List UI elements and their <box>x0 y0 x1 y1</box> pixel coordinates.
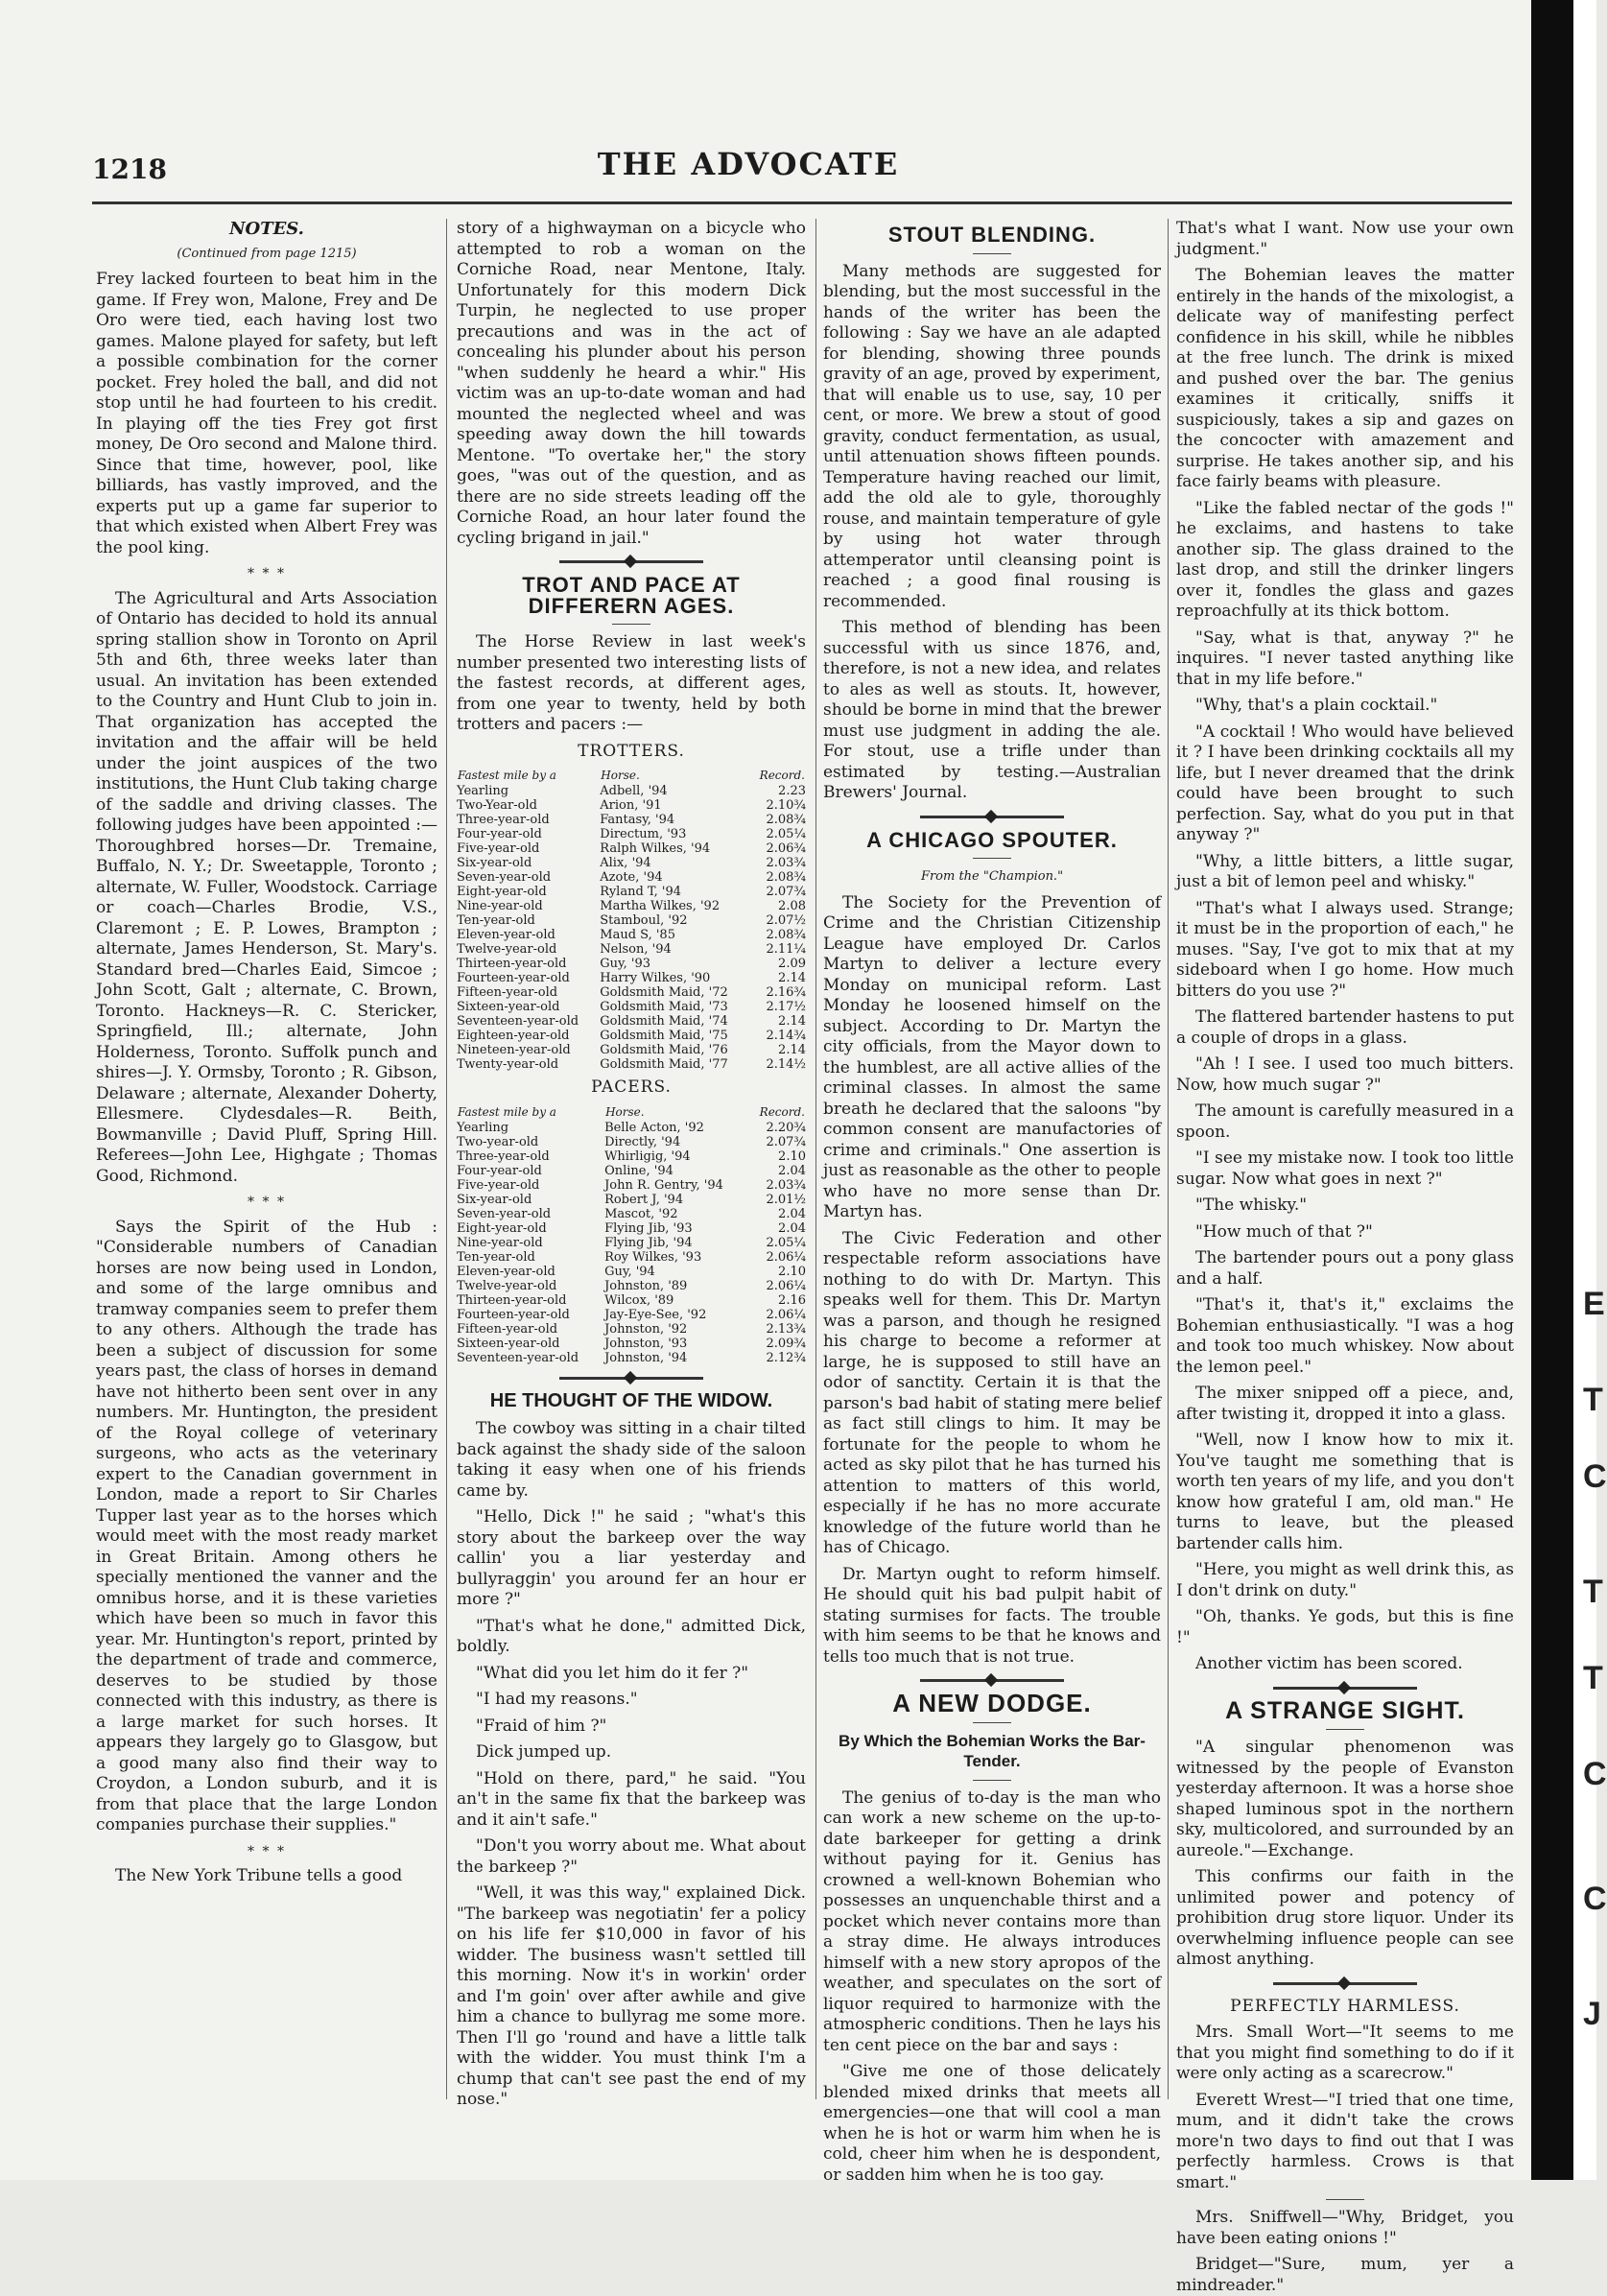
horse-cell: Jay-Eye-See, '92 <box>604 1307 707 1322</box>
horse-cell: Johnston, '92 <box>604 1321 688 1337</box>
edge-glyph: E <box>1583 1286 1605 1322</box>
record-cell: 2.05¼ <box>766 1235 806 1250</box>
age-cell: Four-year-old <box>457 827 542 841</box>
age-cell: Fifteen-year-old <box>457 985 558 1000</box>
horse-cell: Martha Wilkes, '92 <box>600 899 721 913</box>
article-title: TROT AND PACE AT DIFFERERN AGES. <box>522 573 741 618</box>
age-cell: Nineteen-year-old <box>457 1043 571 1057</box>
article-paragraph: Mrs. Sniffwell—"Why, Bridget, you have been eating onions !" <box>1176 2208 1514 2248</box>
age-cell: Three-year-old <box>457 813 550 827</box>
table-header: Fastest mile by a <box>458 769 556 782</box>
edge-glyph: J <box>1583 1996 1601 2032</box>
horse-cell: Ryland T, '94 <box>600 885 682 899</box>
table-row <box>457 1221 806 1236</box>
record-cell: 2.08¾ <box>766 870 806 885</box>
age-cell: Twelve-year-old <box>457 1278 557 1293</box>
section-stars: * * * <box>248 566 286 581</box>
horse-cell: Belle Acton, '92 <box>604 1120 704 1135</box>
record-cell: 2.04 <box>778 1220 806 1236</box>
record-cell: 2.01½ <box>766 1192 806 1207</box>
table-row <box>457 1207 806 1221</box>
table-row <box>457 1014 806 1029</box>
table-header: Horse. <box>601 769 640 782</box>
horse-cell: Goldsmith Maid, '76 <box>600 1043 728 1057</box>
age-cell: Twelve-year-old <box>457 942 557 957</box>
table-row <box>457 1029 806 1043</box>
section-ornament <box>559 560 703 563</box>
table-header: Record. <box>759 1104 805 1119</box>
article-paragraph: "That's what I always used. Strange; it must be in the proportion of each," he muses. "Say, I've got to mix that at my sideboard when I go home. How much bitters do you use ?" <box>1176 898 1514 1001</box>
article-paragraph: story of a highwayman on a bicycle who attempted to rob a woman on the Corniche Road, near Mentone, Italy. Unfortunately for this modern Dick Turpin, he neglected to use proper precautions and was in the act of concealing his plunder about his person "when suddenly he heard a whir." His victim was an up-to-date woman and had mounted the neglected wheel and was speeding away down the hill towards Mentone. "To overtake her," the story goes, "was out of the question, and as there are no side streets leading off the Corniche Road, an hour later found the cycling brigand in jail." <box>457 219 806 548</box>
page-number: 1218 <box>92 154 167 185</box>
article-paragraph: This method of blending has been successful with us since 1876, and, therefore, is not a new idea, and relates to ales as well as stouts. It, however, should be borne in mind that the brewer must use judgment in adding the ale. For stout, use a trifle under than estimated by testing.—Australian Brewers' Journal. <box>823 618 1161 802</box>
article-paragraph: The Bohemian leaves the matter entirely in the hands of the mixologist, a delicate way of manifesting perfect confidence in his skill, while he nibbles at the free lunch. The drink is mixed and pushed over the bar. The genius examines it critically, sniffs it suspiciously, takes a sip and gazes on the concocter with amazement and surprise. He takes another sip, and his face fairly beams with pleasure. <box>1176 266 1514 491</box>
masthead-title: THE ADVOCATE <box>597 146 900 182</box>
table-row <box>457 971 806 985</box>
table-row <box>457 985 806 1000</box>
pacers-heading: PACERS. <box>591 1077 672 1097</box>
record-cell: 2.06¼ <box>766 1249 806 1265</box>
article-paragraph: The flattered bartender hastens to put a couple of drops in a glass. <box>1176 1007 1514 1048</box>
article-paragraph: Many methods are suggested for blending, but the most successful in the hands of the writer has been the following : Say we have an ale adapted for blending, showing three pounds gravity of an age, proved by experiment, that will enable us to use, say, 10 per cent, or more. We brew a stout of good gravity, conduct fermentation, as usual, until attenuation shows fifteen pounds. Temperature having reached our limit, add the old ale to gyle, thoroughly rouse, and maintain temperature of gyle by using hot water through attemperator until cleansing point is reached ; a good final rousing is recommended. <box>823 261 1161 611</box>
title-dash <box>1326 2199 1364 2200</box>
record-cell: 2.14 <box>778 971 806 985</box>
record-cell: 2.07¾ <box>766 1134 806 1149</box>
table-header: Horse. <box>605 1104 645 1119</box>
table-row <box>457 913 806 928</box>
record-cell: 2.16 <box>778 1292 806 1308</box>
record-cell: 2.14 <box>778 1043 806 1057</box>
table-row <box>457 957 806 971</box>
horse-cell: Flying Jib, '94 <box>604 1235 693 1250</box>
age-cell: Fourteen-year-old <box>457 971 570 985</box>
article-paragraph: The Horse Review in last week's number presented two interesting lists of the fastest records, at different ages, from one year to twenty, held by both trotters and pacers :— <box>457 632 806 734</box>
horse-cell: Flying Jib, '93 <box>604 1220 693 1236</box>
horse-cell: Guy, '94 <box>604 1264 655 1279</box>
horse-cell: Azote, '94 <box>600 870 663 885</box>
section-stars: * * * <box>248 1843 286 1859</box>
record-cell: 2.16¾ <box>766 985 806 1000</box>
header-rule <box>92 201 1512 204</box>
record-cell: 2.10 <box>778 1148 806 1164</box>
title-dash <box>973 253 1011 254</box>
article-title: STOUT BLENDING. <box>887 223 1097 247</box>
horse-cell: Wilcox, '89 <box>604 1292 674 1308</box>
age-cell: Four-year-old <box>457 1163 542 1178</box>
table-row <box>457 942 806 957</box>
horse-cell: Online, '94 <box>604 1163 674 1178</box>
table-row <box>457 899 806 913</box>
article-paragraph: The Society for the Prevention of Crime and the Christian Citizenship League have employed Dr. Carlos Martyn to deliver a lecture every Monday on municipal reform. Last Monday he loosened himself on the subject. According to Dr. Martyn the city officials, from the Mayor down to the humblest, are all active allies of the criminal classes. In almost the same breath he declared that the saloons "by common consent are manufactories of crime and criminals." One assertion is just as reasonable as the other to people who have no more sense than Dr. Martyn has. <box>823 892 1161 1221</box>
record-cell: 2.08 <box>778 899 806 913</box>
record-cell: 2.04 <box>778 1206 806 1221</box>
record-cell: 2.14½ <box>766 1057 806 1072</box>
edge-glyph: T <box>1583 1574 1603 1610</box>
age-cell: Eight-year-old <box>457 885 547 899</box>
horse-cell: Harry Wilkes, '90 <box>600 971 711 985</box>
article-paragraph: "Hold on there, pard," he said. "You an't in the same fix that the barkeep was and it ain't safe." <box>457 1768 806 1830</box>
notes-paragraph: Frey lacked fourteen to beat him in the game. If Frey won, Malone, Frey and De Oro were tied, each having lost two games. Malone played for safety, but left a possible combination for the corner pocket. Frey holed the ball, and did not stop until he had fourteen to his credit. In playing off the ties Frey got first money, De Oro second and Malone third. Since that time, however, pool, like billiards, has vastly improved, and the experts put up a game far superior to that which existed when Albert Frey was the pool king. <box>96 270 437 557</box>
table-row <box>457 1293 806 1308</box>
record-cell: 2.10¾ <box>766 798 806 813</box>
horse-cell: Guy, '93 <box>600 957 651 971</box>
article-paragraph: "Say, what is that, anyway ?" he inquires. "I never tasted anything like that in my life before." <box>1176 627 1514 689</box>
title-dash <box>973 1722 1011 1723</box>
record-cell: 2.03¾ <box>766 1177 806 1193</box>
notes-paragraph: The New York Tribune tells a good <box>115 1866 403 1885</box>
record-cell: 2.09 <box>778 957 806 971</box>
table-row <box>457 1236 806 1250</box>
horse-cell: Mascot, '92 <box>604 1206 678 1221</box>
table-row <box>457 1308 806 1322</box>
table-row <box>457 1057 806 1072</box>
record-cell: 2.04 <box>778 1163 806 1178</box>
column-2 <box>457 219 806 2176</box>
section-stars: * * * <box>248 1195 286 1210</box>
age-cell: Seven-year-old <box>457 870 552 885</box>
article-paragraph: "Like the fabled nectar of the gods !" he exclaims, and hastens to take another sip. The glass drained to the last drop, and still the drinker lingers over it, fondles the glass and gazes reproachfully at its thick bottom. <box>1176 498 1514 621</box>
table-row <box>457 1193 806 1207</box>
article-title: PERFECTLY HARMLESS. <box>1230 1996 1460 2016</box>
article-paragraph: "That's it, that's it," exclaims the Bohemian enthusiastically. "I was a hog and took too much whiskey. Now about the lemon peel." <box>1176 1295 1514 1377</box>
article-paragraph: This confirms our faith in the unlimited power and potency of prohibition drug store liquor. Under its overwhelming influence people can see almost anything. <box>1176 1867 1514 1969</box>
table-row <box>457 1149 806 1164</box>
horse-cell: Maud S, '85 <box>600 928 675 942</box>
age-cell: Twenty-year-old <box>457 1057 559 1072</box>
article-subtitle: By Which the Bohemian Works the Bar-Tender. <box>839 1731 1146 1770</box>
article-title: A NEW DODGE. <box>892 1689 1092 1717</box>
record-cell: 2.08¾ <box>766 928 806 942</box>
column-4 <box>1176 219 1514 2295</box>
article-paragraph: "The whisky." <box>1195 1195 1308 1215</box>
horse-cell: Goldsmith Maid, '73 <box>600 1000 728 1014</box>
horse-cell: Whirligig, '94 <box>604 1148 691 1164</box>
age-cell: Eighteen-year-old <box>457 1029 570 1043</box>
column-divider <box>1168 219 1169 2099</box>
age-cell: Thirteen-year-old <box>457 957 567 971</box>
notes-title: NOTES. <box>229 219 304 239</box>
horse-cell: Directly, '94 <box>604 1134 681 1149</box>
horse-cell: Johnston, '94 <box>604 1350 688 1365</box>
age-cell: Sixteen-year-old <box>457 1000 560 1014</box>
horse-cell: Stamboul, '92 <box>600 913 688 928</box>
notes-paragraph: Says the Spirit of the Hub : "Considerable numbers of Canadian horses are now being used in London, and some of the large omnibus and tramway companies seem to prefer them to any others. Although the trade has been a subject of discussion for some years past, the class of horses in demand have not hitherto been sent over in any numbers. Mr. Huntington, the president of the Royal college of veterinary surgeons, who acts as the veterinary expert to the Canadian government in London, made a report to Sir Charles Tupper last year as to the horses which would meet with the most ready market in Great Britain. Among others he specially mentioned the vanner and the omnibus horse, and it is these varieties which have been so much in favor this year. Mr. Huntington's report, printed by the department of trade and commerce, deserves to be studied by those connected with this industry, as there is a large market for such horses. It appears they largely go to Glasgow, but a good many also find their way to Croydon, a London suburb, and it is from that place that the large London companies purchase their supplies." <box>96 1217 437 1834</box>
table-row <box>457 1337 806 1351</box>
horse-cell: John R. Gentry, '94 <box>604 1177 723 1193</box>
table-row <box>457 1164 806 1178</box>
record-cell: 2.06¼ <box>766 1307 806 1322</box>
edge-glyph: C <box>1583 1881 1607 1917</box>
record-cell: 2.06¼ <box>766 1278 806 1293</box>
age-cell: Nine-year-old <box>457 1235 543 1250</box>
record-cell: 2.14 <box>778 1014 806 1029</box>
section-ornament <box>920 1679 1064 1682</box>
record-cell: 2.03¾ <box>766 856 806 870</box>
record-cell: 2.07½ <box>766 913 806 928</box>
table-row <box>457 1250 806 1265</box>
record-cell: 2.13¾ <box>766 1321 806 1337</box>
table-row <box>457 784 806 798</box>
section-ornament <box>1273 1687 1417 1690</box>
column-divider <box>446 219 447 2099</box>
column-divider <box>815 219 816 2099</box>
article-paragraph: Mrs. Small Wort—"It seems to me that you might find something to do if it were only acting as a scarecrow." <box>1176 2023 1514 2083</box>
age-cell: Sixteen-year-old <box>457 1336 560 1351</box>
article-paragraph: The genius of to-day is the man who can work a new scheme on the up-to-date barkeeper for getting a drink without paying for it. Genius has crowned a well-known Bohemian who possesses an unquenchable thirst and a pocket which never contains more than a stray dime. He always introduces himself with a new story apropos of the weather, and speculates on the sort of liquor required to harmonize with the atmospheric conditions. Then he lays his ten cent piece on the bar and says : <box>823 1787 1161 2055</box>
section-ornament <box>1273 1982 1417 1985</box>
article-paragraph: "What did you let him do it fer ?" <box>476 1663 749 1683</box>
record-cell: 2.09¾ <box>766 1336 806 1351</box>
table-row <box>457 885 806 899</box>
horse-cell: Adbell, '94 <box>600 784 668 798</box>
table-row <box>457 928 806 942</box>
article-paragraph: "Well, it was this way," explained Dick. "The barkeep was negotiatin' fer a policy on his life fer $10,000 in favor of his widder. The business wasn't settled till this morning. Now it's in workin' order and I'm goin' over after awhile and give him a chance to bullyrag me some more. Then I'll go 'round and have a little talk with the widder. You must think I'm a chump that can't see past the end of my nose." <box>457 1883 806 2109</box>
title-dash <box>973 1780 1011 1781</box>
table-row <box>457 827 806 841</box>
horse-cell: Robert J, '94 <box>604 1192 684 1207</box>
article-paragraph: Another victim has been scored. <box>1195 1654 1463 1673</box>
table-row <box>457 813 806 827</box>
notes-continued: (Continued from page 1215) <box>177 246 357 261</box>
table-row <box>457 841 806 856</box>
age-cell: Five-year-old <box>457 841 540 856</box>
table-row <box>457 1043 806 1057</box>
table-header: Fastest mile by a <box>458 1104 556 1119</box>
record-cell: 2.10 <box>778 1264 806 1279</box>
table-row <box>457 1121 806 1135</box>
age-cell: Seven-year-old <box>457 1206 552 1221</box>
article-paragraph: "Here, you might as well drink this, as I don't drink on duty." <box>1176 1560 1514 1600</box>
horse-cell: Johnston, '93 <box>604 1336 688 1351</box>
age-cell: Fifteen-year-old <box>457 1321 558 1337</box>
record-cell: 2.07¾ <box>766 885 806 899</box>
article-paragraph: "A cocktail ! Who would have believed it ? I have been drinking cocktails all my life, but I never dreamed that the drink could have been brought to such perfection. Say, what do you put in that anyway ?" <box>1176 722 1514 844</box>
article-paragraph: The Civic Federation and other respectable reform associations have nothing to do with Dr. Martyn. This speaks well for them. This Dr. Martyn was a parson, and though he resigned his charge to become a reformer at large, he is supposed to still have an odor of sanctity. Certain it is that the parson's bad habit of stating mere belief as fact still clings to him. It may be fortunate for the people to whom he acted as sky pilot that he has turned his attention to matters of this world, especially if he has no more accurate knowledge of the future world than he has of Chicago. <box>823 1228 1161 1557</box>
adjacent-page-strip <box>1573 0 1596 2180</box>
horse-cell: Goldsmith Maid, '77 <box>600 1057 728 1072</box>
article-paragraph: "Hello, Dick !" he said ; "what's this story about the barkeep over the way callin' you a liar yesterday and bullyraggin' you around fer an hour er more ?" <box>457 1507 806 1609</box>
table-row <box>457 1265 806 1279</box>
horse-cell: Arion, '91 <box>600 798 662 813</box>
edge-glyph: T <box>1583 1660 1603 1696</box>
table-row <box>457 870 806 885</box>
age-cell: Fourteen-year-old <box>457 1307 570 1322</box>
record-cell: 2.23 <box>778 784 806 798</box>
edge-glyph: C <box>1583 1756 1607 1792</box>
article-paragraph: The amount is carefully measured in a spoon. <box>1176 1101 1514 1142</box>
age-cell: Ten-year-old <box>457 913 535 928</box>
age-cell: Nine-year-old <box>457 899 543 913</box>
trotters-table <box>457 768 806 1072</box>
age-cell: Eight-year-old <box>457 1220 547 1236</box>
article-paragraph: "I see my mistake now. I took too little sugar. Now what goes in next ?" <box>1176 1148 1514 1189</box>
article-paragraph: "I had my reasons." <box>476 1690 638 1709</box>
table-row <box>457 1135 806 1149</box>
column-3 <box>823 219 1161 2185</box>
article-title: A CHICAGO SPOUTER. <box>866 827 1118 852</box>
record-cell: 2.12¾ <box>766 1350 806 1365</box>
article-title: HE THOUGHT OF THE WIDOW. <box>489 1389 773 1411</box>
age-cell: Eleven-year-old <box>457 928 555 942</box>
article-paragraph: Everett Wrest—"I tried that one time, mum, and it didn't take the crows more'n two days to find out that I was perfectly harmless. Crows is that smart." <box>1176 2090 1514 2192</box>
edge-glyph: T <box>1583 1382 1603 1418</box>
article-paragraph: The cowboy was sitting in a chair tilted back against the shady side of the saloon taking it easy when one of his friends came by. <box>457 1419 806 1501</box>
section-ornament <box>920 816 1064 818</box>
article-paragraph: The mixer snipped off a piece, and, after twisting it, dropped it into a glass. <box>1176 1384 1514 1424</box>
horse-cell: Goldsmith Maid, '72 <box>600 985 728 1000</box>
table-row <box>457 1322 806 1337</box>
title-dash <box>612 624 650 625</box>
horse-cell: Alix, '94 <box>600 856 651 870</box>
table-row <box>457 1000 806 1014</box>
record-cell: 2.08¾ <box>766 813 806 827</box>
table-row <box>457 1178 806 1193</box>
age-cell: Yearling <box>457 1120 509 1135</box>
title-dash <box>973 858 1011 859</box>
age-cell: Seventeen-year-old <box>457 1014 579 1029</box>
article-paragraph: "Oh, thanks. Ye gods, but this is fine !" <box>1176 1607 1514 1647</box>
table-row <box>457 798 806 813</box>
article-title: A STRANGE SIGHT. <box>1225 1696 1465 1724</box>
age-cell: Six-year-old <box>457 1192 532 1207</box>
table-header: Record. <box>759 769 805 782</box>
age-cell: Thirteen-year-old <box>457 1292 567 1308</box>
article-paragraph: "Fraid of him ?" <box>476 1716 607 1736</box>
age-cell: Five-year-old <box>457 1177 540 1193</box>
age-cell: Two-year-old <box>457 1134 539 1149</box>
horse-cell: Nelson, '94 <box>600 942 672 957</box>
article-paragraph: "Give me one of those delicately blended mixed drinks that meets all emergencies—one that will cool a man when he is hot or warm him when he is cold, cheer him when he is despondent, or sadden him when he is too gay. <box>823 2062 1161 2185</box>
horse-cell: Fantasy, '94 <box>600 813 675 827</box>
notes-paragraph: The Agricultural and Arts Association of Ontario has decided to hold its annual spring stallion show in Toronto on April 5th and 6th, three weeks later than usual. An invitation has been extended to the Country and Hunt Club to join in. That organization has accepted the invitation and the affair will be held under the joint auspices of the two institutions, the Hunt Club taking charge of the saddle and driving classes. The following judges have been appointed :—Thoroughbred horses—Dr. Tremaine, Buffalo, N. Y.; Dr. Sweetapple, Toronto ; alternate, W. Fuller, Woodstock. Carriage or coach—Charles Brodie, V.S., Claremont ; E. P. Lowes, Brampton ; alternate, James Henderson, St. Mary's. Standard bred—Charles Eaid, Simcoe ; John Scott, Galt ; alternate, C. Brown, Toronto. Hackneys—R. C. Stericker, Springfield, Ill.; alternate, John Holderness, Toronto. Suffolk punch and shires—J. Y. Ormsby, Toronto ; R. Gibson, Delaware ; alternate, Alexander Doherty, Ellesmere. Clydesdales—R. Beith, Bowmanville ; David Pluff, Spring Hill. Referees—John Lee, Highgate ; Thomas Good, Richmond. <box>96 588 437 1186</box>
record-cell: 2.06¾ <box>766 841 806 856</box>
article-paragraph: Dr. Martyn ought to reform himself. He should quit his bad pulpit habit of stating surmises for facts. The trouble with him seems to be that he knows and tells too much that is not true. <box>823 1564 1161 1667</box>
article-subtitle: From the "Champion." <box>920 869 1064 884</box>
article-paragraph: The bartender pours out a pony glass and a half. <box>1176 1248 1514 1289</box>
article-paragraph: "That's what he done," admitted Dick, boldly. <box>457 1616 806 1656</box>
article-paragraph: "Well, now I know how to mix it. You've taught me something that is worth ten years of my life, and you don't know how grateful I am, old man." He turns to leave, but the pleased bartender calls him. <box>1176 1431 1514 1553</box>
article-paragraph: "A singular phenomenon was witnessed by the people of Evanston yesterday afternoon. It was a horse shoe shaped luminous spot in the northern sky, multicolored, and surrounded by an aureole."—Exchange. <box>1176 1738 1514 1860</box>
age-cell: Six-year-old <box>457 856 532 870</box>
horse-cell: Goldsmith Maid, '74 <box>600 1014 728 1029</box>
age-cell: Yearling <box>457 784 509 798</box>
age-cell: Two-Year-old <box>457 798 537 813</box>
record-cell: 2.05¼ <box>766 827 806 841</box>
edge-glyph: C <box>1583 1458 1607 1495</box>
horse-cell: Johnston, '89 <box>604 1278 688 1293</box>
horse-cell: Goldsmith Maid, '75 <box>600 1029 728 1043</box>
horse-cell: Ralph Wilkes, '94 <box>600 841 711 856</box>
article-paragraph: That's what I want. Now use your own judgment." <box>1176 219 1514 259</box>
title-dash <box>1326 1729 1364 1730</box>
age-cell: Three-year-old <box>457 1148 550 1164</box>
age-cell: Ten-year-old <box>457 1249 535 1265</box>
table-row <box>457 1279 806 1293</box>
record-cell: 2.17½ <box>766 1000 806 1014</box>
age-cell: Eleven-year-old <box>457 1264 555 1279</box>
record-cell: 2.11¼ <box>766 942 806 957</box>
horse-cell: Directum, '93 <box>600 827 687 841</box>
table-row <box>457 856 806 870</box>
age-cell: Seventeen-year-old <box>457 1350 579 1365</box>
record-cell: 2.14¾ <box>766 1029 806 1043</box>
article-paragraph: "Don't you worry about me. What about the barkeep ?" <box>457 1836 806 1877</box>
article-paragraph: "How much of that ?" <box>1195 1221 1373 1242</box>
table-row <box>457 1351 806 1365</box>
section-ornament <box>559 1377 703 1380</box>
article-paragraph: Dick jumped up. <box>476 1742 612 1762</box>
article-paragraph: "Why, a little bitters, a little sugar, just a bit of lemon peel and whisky." <box>1176 851 1514 891</box>
article-paragraph: "Why, that's a plain cocktail." <box>1195 696 1438 715</box>
column-1 <box>96 219 437 2176</box>
trotters-heading: TROTTERS. <box>578 741 685 761</box>
record-cell: 2.20¾ <box>766 1120 806 1135</box>
pacers-table <box>457 1104 806 1365</box>
article-paragraph: "Ah ! I see. I used too much bitters. Now, how much sugar ?" <box>1176 1054 1514 1095</box>
horse-cell: Roy Wilkes, '93 <box>604 1249 702 1265</box>
article-paragraph: Bridget—"Sure, mum, yer a mindreader." <box>1176 2255 1514 2295</box>
